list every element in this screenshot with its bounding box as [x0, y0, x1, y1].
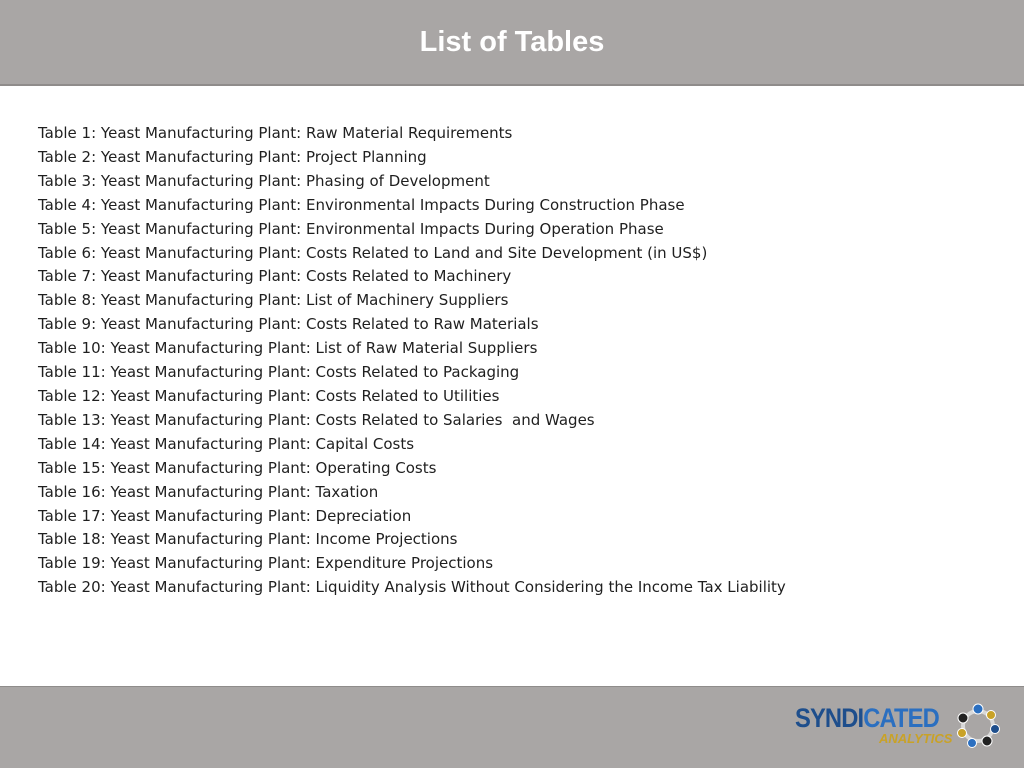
table-list: [38, 122, 998, 600]
list-item: Table 16: Yeast Manufacturing Plant: Taxation: [38, 482, 379, 501]
list-item: Table 6: Yeast Manufacturing Plant: Costs Related to Land and Site Development (in US$): [38, 243, 708, 262]
list-item: Table 1: Yeast Manufacturing Plant: Raw Material Requirements: [38, 124, 513, 142]
list-item: Table 13: Yeast Manufacturing Plant: Costs Related to Salaries and Wages: [38, 410, 595, 429]
footer-bar: [0, 686, 1024, 768]
list-item: Table 5: Yeast Manufacturing Plant: Environmental Impacts During Operation Phase: [38, 219, 664, 238]
list-item: Table 4: Yeast Manufacturing Plant: Environmental Impacts During Construction Phase: [38, 195, 685, 214]
list-item: Table 3: Yeast Manufacturing Plant: Phasing of Development: [38, 171, 490, 190]
list-item: Table 9: Yeast Manufacturing Plant: Costs Related to Raw Materials: [38, 315, 539, 334]
company-logo: [795, 701, 1005, 751]
logo-subtitle: ANALYTICS: [879, 731, 953, 746]
logo-name-part2: CATED: [863, 703, 939, 733]
list-item: Table 19: Yeast Manufacturing Plant: Expenditure Projections: [38, 554, 494, 573]
list-item: Table 7: Yeast Manufacturing Plant: Costs Related to Machinery: [38, 267, 512, 286]
list-item: Table 10: Yeast Manufacturing Plant: List of Raw Material Suppliers: [38, 339, 538, 358]
list-item: Table 11: Yeast Manufacturing Plant: Costs Related to Packaging: [38, 363, 520, 382]
dots-ring-icon: [955, 703, 1001, 749]
header-bar: [0, 0, 1024, 86]
list-item: Table 18: Yeast Manufacturing Plant: Income Projections: [38, 530, 458, 549]
table-list-section: [38, 122, 998, 600]
list-item: Table 12: Yeast Manufacturing Plant: Costs Related to Utilities: [38, 386, 500, 405]
list-item: Table 14: Yeast Manufacturing Plant: Capital Costs: [38, 434, 415, 453]
list-item: Table 15: Yeast Manufacturing Plant: Operating Costs: [38, 458, 437, 477]
logo-name-part1: SYNDI: [795, 703, 864, 733]
list-item: Table 8: Yeast Manufacturing Plant: List of Machinery Suppliers: [38, 291, 509, 310]
list-item: Table 20: Yeast Manufacturing Plant: Liquidity Analysis Without Considering the Income Tax Liability: [38, 578, 786, 597]
list-item: Table 17: Yeast Manufacturing Plant: Depreciation: [38, 506, 412, 525]
list-item: Table 2: Yeast Manufacturing Plant: Project Planning: [38, 147, 427, 166]
logo-wordmark: [795, 703, 939, 733]
page-title: List of Tables: [419, 26, 605, 58]
